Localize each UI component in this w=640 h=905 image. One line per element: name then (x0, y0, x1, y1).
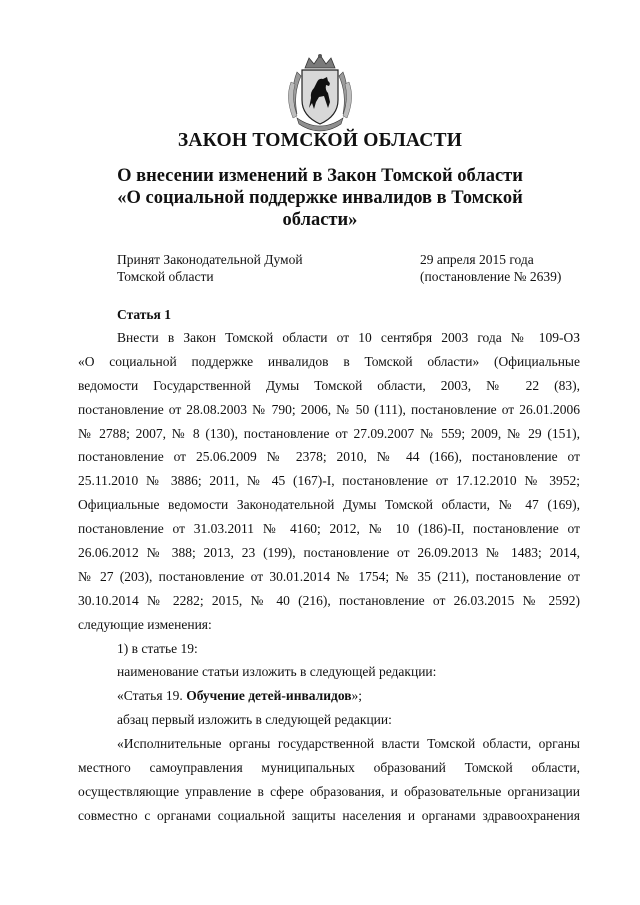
article-text-line: Официальные ведомости Законодательной Думы Томской области, № 47 (169), (78, 497, 580, 513)
adoption-date-line: 29 апреля 2015 года (420, 252, 534, 267)
article-text-line: постановление от 28.08.2003 № 790; 2006, № 50 (111), постановление от 26.01.2006 (78, 401, 580, 417)
article-text-line: местного самоуправления муниципальных образований Томской области, (78, 760, 580, 776)
article-text-line: наименование статьи изложить в следующей редакции: (117, 664, 437, 680)
article-body (78, 326, 580, 828)
quote-suffix: »; (351, 688, 363, 704)
adoption-body (117, 251, 303, 285)
adoption-resolution-line: (постановление № 2639) (420, 269, 562, 284)
quote-prefix: «Статья 19. (117, 688, 187, 704)
article-text-line: 25.11.2010 № 3886; 2011, № 45 (167)-I, постановление от 17.12.2010 № 3952; (78, 473, 580, 489)
article-text-line: абзац первый изложить в следующей редакции: (117, 712, 392, 728)
article-text-line: 30.10.2014 № 2282; 2015, № 40 (216), постановление от 26.03.2015 № 2592) (78, 592, 580, 608)
article-text-line: «Исполнительные органы государственной власти Томской области, органы (117, 736, 580, 752)
article-text-line: ведомости Государственной Думы Томской области, 2003, № 22 (83), (78, 377, 580, 393)
article-text-line: Внести в Закон Томской области от 10 сентября 2003 года № 109-ОЗ (117, 330, 580, 345)
law-subject-line: области» (282, 210, 358, 230)
article-text-line: постановление от 25.06.2009 № 2378; 2010, № 44 (166), постановление от (78, 449, 580, 465)
article-text-line: 1) в статье 19: (117, 640, 198, 656)
article-text-line: совместно с органами социальной защиты населения и органами здравоохранения (78, 807, 580, 823)
law-title: ЗАКОН ТОМСКОЙ ОБЛАСТИ (177, 130, 463, 151)
law-subject-line: О внесении изменений в Закон Томской области (117, 166, 523, 186)
adoption-body-line: Принят Законодательной Думой (117, 252, 303, 267)
article-text-line: «О социальной поддержке инвалидов в Томской области» (Официальные (78, 353, 580, 369)
article-text-line: 26.06.2012 № 388; 2013, 23 (199), постановление от 26.09.2013 № 1483; 2014, (78, 545, 580, 561)
article-title-quote (78, 684, 580, 708)
adoption-date (420, 251, 561, 285)
law-subject (60, 165, 580, 231)
article-text-line: следующие изменения: (78, 616, 212, 632)
article-text-line: № 27 (203), постановление от 30.01.2014 № 1754; № 35 (211), постановление от (78, 568, 580, 584)
article-heading: Статья 1 (117, 307, 171, 322)
article-text-line: осуществляющие управление в сфере образования, и образовательные организации (78, 783, 580, 799)
article-text-line: постановление от 31.03.2011 № 4160; 2012, № 10 (186)-II, постановление от (78, 521, 580, 537)
quote-bold-title: Обучение детей-инвалидов (186, 688, 352, 704)
article-text-line: № 2788; 2007, № 8 (130), постановление от 27.09.2007 № 559; 2009, № 29 (151), (78, 425, 580, 441)
law-subject-line: «О социальной поддержке инвалидов в Томской (117, 188, 523, 208)
tomsk-coat-of-arms-icon (283, 52, 357, 132)
adoption-body-line: Томской области (117, 269, 214, 284)
